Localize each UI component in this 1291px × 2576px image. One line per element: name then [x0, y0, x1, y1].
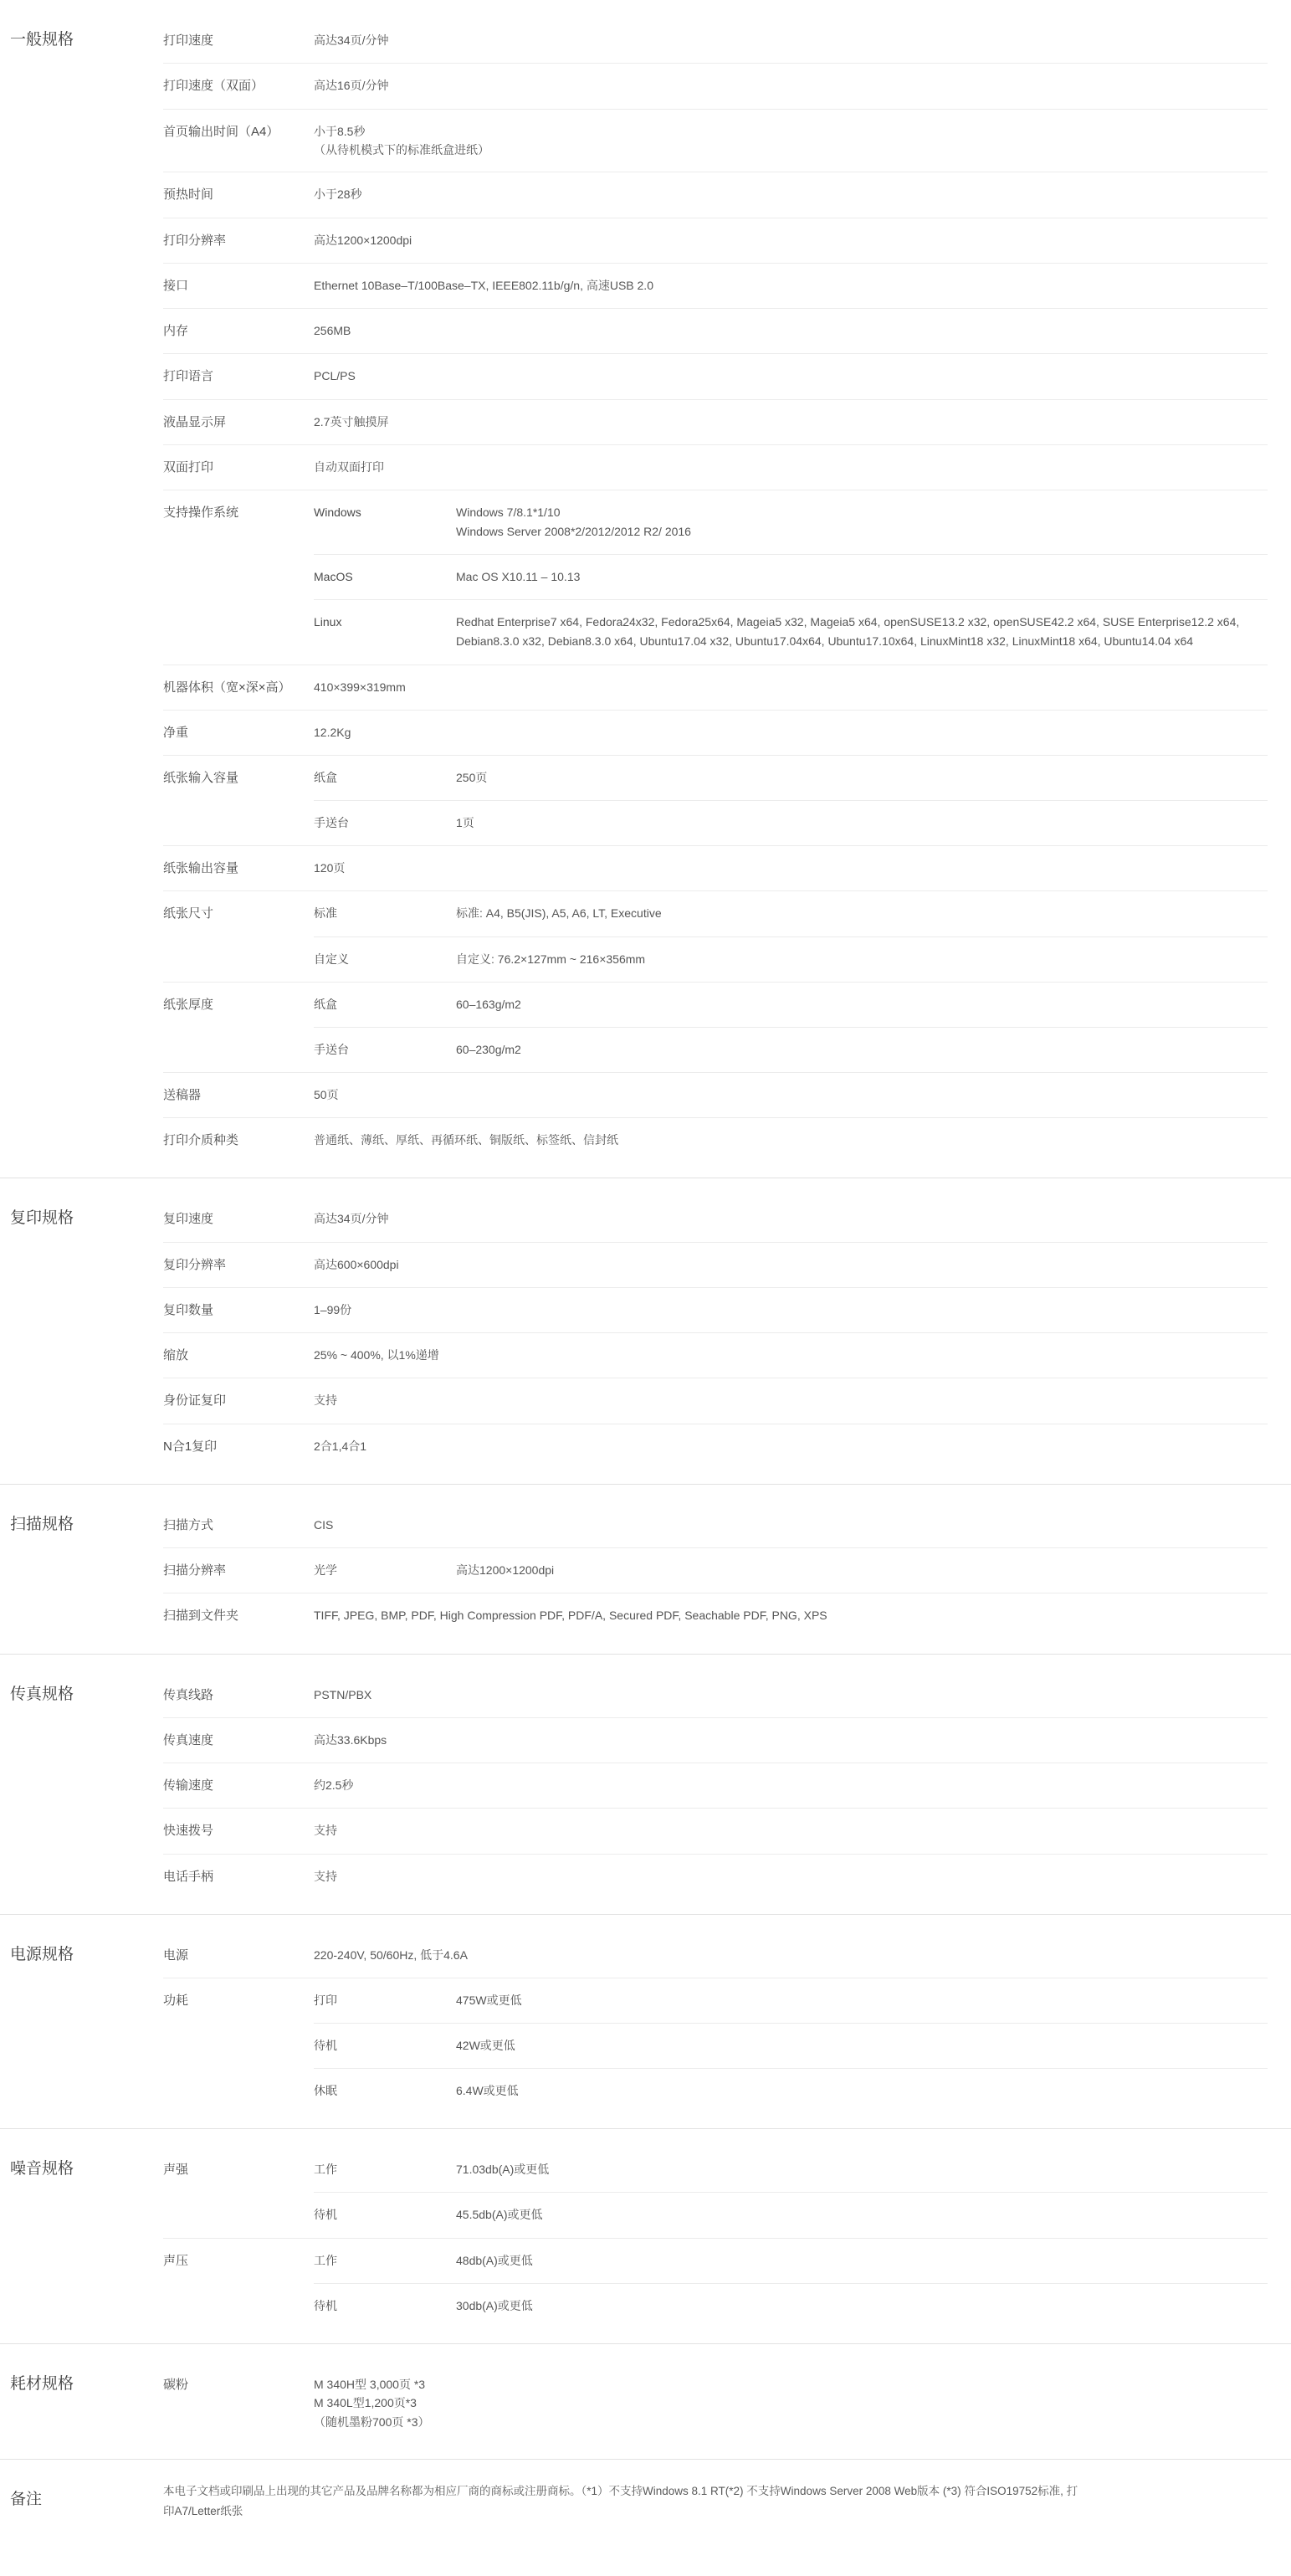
- spec-value-line: M 340L型1,200页*3: [314, 2396, 417, 2410]
- spec-subrow: [314, 600, 1268, 664]
- spec-sublabel: 手送台: [314, 816, 349, 830]
- spec-row: [163, 2363, 1268, 2444]
- spec-value: [314, 1933, 1268, 1977]
- spec-value: [314, 1424, 1268, 1468]
- spec-subrow: [314, 555, 1268, 600]
- spec-subtable: [314, 2148, 1268, 2237]
- spec-value: [314, 1763, 1268, 1807]
- spec-sublabel: MacOS: [314, 570, 353, 584]
- spec-subrow: [314, 1978, 1268, 2024]
- spec-row: [163, 172, 1268, 218]
- spec-row: [163, 309, 1268, 354]
- spec-row: [163, 1118, 1268, 1162]
- spec-subtable: [314, 756, 1268, 845]
- spec-value-line: 71.03db(A)或更低: [456, 2163, 550, 2177]
- spec-row-scan-resolution: [163, 1548, 1268, 1593]
- spec-row: [163, 846, 1268, 891]
- section-title: 扫描规格: [10, 1515, 74, 1533]
- spec-subvalue: [456, 937, 1268, 982]
- spec-value: [314, 1593, 1268, 1637]
- spec-label: 功耗: [163, 1994, 189, 2009]
- spec-subvalue: [456, 1978, 1268, 2023]
- spec-value-line: 自动双面打印: [314, 459, 384, 474]
- spec-subtable: [314, 891, 1268, 981]
- spec-value: [314, 64, 1268, 107]
- spec-row: [163, 1763, 1268, 1809]
- spec-label: 扫描方式: [163, 1517, 214, 1532]
- spec-subrow: [314, 983, 1268, 1028]
- spec-value-line: 48db(A)或更低: [456, 2253, 533, 2267]
- spec-subtable: [314, 2239, 1268, 2328]
- spec-sublabel: 手送台: [314, 1042, 349, 1056]
- spec-subtable: [314, 490, 1268, 664]
- spec-subtable: [314, 983, 1268, 1072]
- spec-value-line: 高达600×600dpi: [314, 1257, 399, 1271]
- spec-subrow: [314, 490, 1268, 555]
- spec-value-line: 自定义: 76.2×127mm ~ 216×356mm: [456, 952, 646, 966]
- spec-subvalue: [456, 490, 1268, 554]
- spec-value: [314, 665, 1268, 709]
- spec-label: 扫描到文件夹: [163, 1609, 239, 1624]
- spec-subrow: [314, 2024, 1268, 2069]
- spec-row: [163, 1073, 1268, 1118]
- spec-value: [314, 1718, 1268, 1762]
- spec-value: [314, 309, 1268, 352]
- spec-value-line: M 340H型 3,000页 *3: [314, 2377, 426, 2391]
- spec-value-line: 支持: [314, 1869, 337, 1883]
- spec-row: [163, 1197, 1268, 1242]
- spec-label: 身份证复印: [163, 1393, 227, 1409]
- spec-subvalue: [456, 2284, 1268, 2328]
- spec-subvalue: [456, 891, 1268, 936]
- spec-value: [314, 846, 1268, 890]
- section-body: [163, 2129, 1291, 2343]
- spec-sublabel: 待机: [314, 2039, 337, 2053]
- spec-subvalue: [456, 2148, 1268, 2192]
- spec-subrow: [314, 801, 1268, 845]
- spec-label: 纸张输出容量: [163, 861, 239, 876]
- spec-sublabel: 工作: [314, 2253, 337, 2267]
- spec-section-power: [0, 1914, 1291, 2129]
- spec-section-note: [0, 2459, 1291, 2543]
- spec-label: 纸张输入容量: [163, 771, 239, 785]
- spec-row: [163, 1288, 1268, 1333]
- spec-value-line: 410×399×319mm: [314, 680, 406, 694]
- spec-sublabel: 纸盒: [314, 997, 337, 1011]
- spec-value-line: 475W或更低: [456, 1994, 522, 2008]
- spec-row: [163, 1503, 1268, 1548]
- spec-label: 纸张厚度: [163, 997, 214, 1012]
- spec-row: [163, 1378, 1268, 1424]
- spec-row: [163, 1333, 1268, 1378]
- spec-label: 接口: [163, 278, 189, 293]
- spec-subvalue: [456, 2024, 1268, 2068]
- spec-label: 打印语言: [163, 369, 214, 384]
- spec-value-line: PCL/PS: [314, 369, 356, 383]
- spec-value: [314, 1073, 1268, 1116]
- spec-subrow: [314, 1028, 1268, 1072]
- section-title: 一般规格: [10, 31, 74, 49]
- spec-section-copy: [0, 1178, 1291, 1484]
- spec-value: [314, 218, 1268, 262]
- spec-label: 快速拨号: [163, 1824, 214, 1839]
- spec-label: 传真线路: [163, 1687, 214, 1702]
- spec-value-line: 高达16页/分钟: [314, 79, 389, 93]
- note-line: 本电子文档或印刷品上出现的其它产品及品牌名称都为相应厂商的商标或注册商标。（*1）不支持Windows 8.1 RT(*2) 不支持Windows Server 2008 Web版本 (*3) 符合ISO19752标准, 打: [163, 2484, 1078, 2497]
- spec-subtable: [314, 1548, 1268, 1593]
- spec-value-line: 普通纸、薄纸、厚纸、再循环纸、铜版纸、标签纸、信封纸: [314, 1133, 618, 1147]
- spec-subrow: [314, 756, 1268, 801]
- spec-row: [163, 665, 1268, 711]
- spec-label: 传输速度: [163, 1778, 214, 1793]
- spec-value-line: 50页: [314, 1087, 339, 1101]
- section-body: [163, 0, 1291, 1178]
- spec-row-sound-power: [163, 2148, 1268, 2238]
- section-body: [163, 1655, 1291, 1914]
- section-body: [163, 1485, 1291, 1654]
- spec-sublabel: 标准: [314, 906, 337, 921]
- spec-subrow: [314, 2193, 1268, 2237]
- spec-value: [314, 354, 1268, 398]
- spec-subvalue: [456, 2239, 1268, 2283]
- spec-label: N合1复印: [163, 1439, 218, 1454]
- spec-label: 液晶显示屏: [163, 414, 227, 429]
- spec-value-line: 120页: [314, 861, 346, 875]
- spec-subvalue: [456, 2193, 1268, 2237]
- spec-subvalue: [456, 600, 1268, 664]
- spec-value-line: Windows 7/8.1*1/10: [456, 505, 561, 520]
- spec-value-line: 220-240V, 50/60Hz, 低于4.6A: [314, 1947, 468, 1962]
- section-body: [163, 1178, 1291, 1484]
- spec-label: 净重: [163, 725, 189, 740]
- spec-label: 电源: [163, 1947, 189, 1963]
- spec-sublabel: 待机: [314, 2208, 337, 2222]
- spec-value: [314, 1118, 1268, 1162]
- spec-value: [314, 1197, 1268, 1240]
- spec-label: 打印速度（双面）: [163, 79, 264, 94]
- spec-value-line: 250页: [456, 771, 488, 784]
- spec-subvalue: [456, 756, 1268, 800]
- spec-value-line: 高达1200×1200dpi: [456, 1563, 555, 1578]
- spec-value-line: （从待机模式下的标准纸盒进纸）: [314, 142, 489, 157]
- spec-value: [314, 1333, 1268, 1377]
- spec-label: 纸张尺寸: [163, 906, 214, 921]
- spec-row: [163, 18, 1268, 64]
- spec-value-line: CIS: [314, 1517, 334, 1532]
- spec-label: 支持操作系统: [163, 505, 239, 521]
- spec-section-fax: [0, 1654, 1291, 1914]
- spec-row: [163, 1855, 1268, 1899]
- spec-section-general: [0, 0, 1291, 1178]
- spec-label: 首页输出时间（A4）: [163, 124, 279, 139]
- spec-value-line: 高达33.6Kbps: [314, 1732, 387, 1747]
- section-title: 复印规格: [10, 1209, 74, 1228]
- spec-value-line: TIFF, JPEG, BMP, PDF, High Compression PDF, PDF/A, Secured PDF, Seachable PDF, PNG, XPS: [314, 1609, 827, 1623]
- spec-value-line: 12.2Kg: [314, 725, 351, 739]
- spec-sublabel: Linux: [314, 615, 342, 629]
- spec-subrow: [314, 2148, 1268, 2193]
- spec-label: 复印数量: [163, 1302, 214, 1317]
- spec-label: 打印速度: [163, 33, 214, 48]
- spec-row-input-capacity: [163, 756, 1268, 846]
- spec-sublabel: 光学: [314, 1563, 337, 1578]
- section-title: 噪音规格: [10, 2160, 74, 2178]
- spec-value: [314, 18, 1268, 62]
- spec-row-os: [163, 490, 1268, 665]
- spec-sublabel: 工作: [314, 2163, 337, 2177]
- section-body: [163, 1915, 1291, 2129]
- spec-row: [163, 400, 1268, 445]
- spec-value: [314, 172, 1268, 216]
- spec-value: [314, 1855, 1268, 1898]
- spec-row: [163, 1718, 1268, 1763]
- note-line: 印A7/Letter纸张: [163, 2504, 243, 2517]
- spec-value-line: 2合1,4合1: [314, 1439, 367, 1453]
- spec-subrow: [314, 1548, 1268, 1593]
- spec-value-line: PSTN/PBX: [314, 1687, 372, 1701]
- spec-value-line: 高达34页/分钟: [314, 33, 389, 47]
- spec-row: [163, 354, 1268, 399]
- spec-value: [314, 1673, 1268, 1716]
- spec-label: 扫描分辨率: [163, 1563, 227, 1578]
- spec-value: [314, 1243, 1268, 1286]
- spec-sublabel: 打印: [314, 1994, 337, 2008]
- spec-value-line: 支持: [314, 1824, 337, 1838]
- spec-label: 打印介质种类: [163, 1133, 239, 1148]
- spec-sublabel: 休眠: [314, 2084, 337, 2098]
- spec-row: [163, 218, 1268, 264]
- spec-value: [314, 1288, 1268, 1332]
- spec-subrow: [314, 2069, 1268, 2113]
- spec-section-noise: [0, 2128, 1291, 2343]
- spec-label: 预热时间: [163, 187, 214, 203]
- section-title: 耗材规格: [10, 2374, 74, 2393]
- spec-section-consumables: [0, 2343, 1291, 2459]
- spec-row-power-consumption: [163, 1978, 1268, 2113]
- spec-subvalue: [456, 2069, 1268, 2113]
- spec-value-line: （随机墨粉700页 *3）: [314, 2414, 430, 2429]
- spec-value: [314, 445, 1268, 489]
- spec-value: [314, 1503, 1268, 1547]
- spec-label: 打印分辨率: [163, 233, 227, 248]
- spec-row: [163, 1673, 1268, 1718]
- spec-row: [163, 110, 1268, 173]
- spec-value-line: 42W或更低: [456, 2039, 515, 2053]
- spec-row-paper-size: [163, 891, 1268, 982]
- spec-value: [314, 264, 1268, 307]
- spec-value-line: 60–230g/m2: [456, 1042, 521, 1056]
- spec-value-line: 30db(A)或更低: [456, 2298, 533, 2312]
- spec-value-line: 2.7英寸触摸屏: [314, 414, 389, 428]
- spec-value-line: Redhat Enterprise7 x64, Fedora24x32, Fedora25x64, Mageia5 x32, Mageia5 x64, openSUSE13.2 x32, openSUSE42.2 x64, SUSE Enterprise12.2 x64, Debian8.3.0 x32, Debian8.3.0 x64, Ubuntu17.04 x32, Ubuntu17.04x64, Ubuntu17.10x64, LinuxMint18 x32, LinuxMint18 x64, Ubuntu14.04 x64: [456, 615, 1240, 649]
- spec-subvalue: [456, 1028, 1268, 1072]
- spec-value-line: 小于8.5秒: [314, 124, 366, 138]
- spec-row: [163, 1424, 1268, 1469]
- spec-value-line: 6.4W或更低: [456, 2084, 519, 2098]
- section-body: [163, 2344, 1291, 2459]
- spec-value: [314, 400, 1268, 444]
- spec-subrow: [314, 937, 1268, 982]
- note-text: [163, 2460, 1291, 2543]
- spec-label: 送稿器: [163, 1087, 202, 1102]
- spec-subvalue: [456, 1548, 1268, 1593]
- spec-value-line: 45.5db(A)或更低: [456, 2208, 543, 2222]
- spec-value-line: 1–99份: [314, 1302, 352, 1316]
- spec-label: 机器体积（宽×深×高）: [163, 680, 291, 695]
- spec-value-line: Windows Server 2008*2/2012/2012 R2/ 2016: [456, 525, 691, 539]
- spec-row: [163, 264, 1268, 309]
- spec-value: [314, 1378, 1268, 1422]
- spec-label: 碳粉: [163, 2377, 189, 2392]
- spec-row-paper-weight: [163, 983, 1268, 1073]
- section-title: 传真规格: [10, 1685, 74, 1703]
- spec-section-scan: [0, 1484, 1291, 1654]
- spec-row: [163, 1809, 1268, 1854]
- spec-row: [163, 1243, 1268, 1288]
- spec-row: [163, 1933, 1268, 1978]
- spec-label: 复印速度: [163, 1212, 214, 1227]
- spec-label: 内存: [163, 324, 189, 339]
- section-title: 备注: [10, 2490, 43, 2508]
- spec-subvalue: [456, 801, 1268, 845]
- spec-sublabel: 自定义: [314, 952, 349, 966]
- spec-value-line: 支持: [314, 1393, 337, 1408]
- spec-row: [163, 1593, 1268, 1638]
- spec-subtable: [314, 1978, 1268, 2113]
- spec-value-line: 高达34页/分钟: [314, 1212, 389, 1226]
- spec-sublabel: 待机: [314, 2298, 337, 2312]
- spec-subvalue: [456, 983, 1268, 1027]
- section-title: 电源规格: [10, 1945, 74, 1963]
- spec-label: 传真速度: [163, 1732, 214, 1747]
- spec-row: [163, 445, 1268, 490]
- spec-subrow: [314, 2284, 1268, 2328]
- spec-row: [163, 711, 1268, 756]
- spec-value: [314, 711, 1268, 754]
- spec-value: [314, 2363, 1268, 2444]
- spec-value: [314, 1809, 1268, 1852]
- spec-value-line: 60–163g/m2: [456, 997, 521, 1011]
- spec-value-line: 标准: A4, B5(JIS), A5, A6, LT, Executive: [456, 906, 662, 921]
- spec-label: 声压: [163, 2253, 189, 2268]
- spec-value-line: 25% ~ 400%, 以1%递增: [314, 1348, 439, 1362]
- spec-value: [314, 110, 1268, 172]
- spec-value-line: 1页: [456, 816, 474, 830]
- spec-sublabel: 纸盒: [314, 771, 337, 784]
- spec-value-line: 小于28秒: [314, 187, 362, 202]
- spec-sublabel: Windows: [314, 505, 361, 520]
- spec-label: 声强: [163, 2163, 189, 2178]
- spec-label: 双面打印: [163, 459, 214, 475]
- spec-row-sound-pressure: [163, 2239, 1268, 2328]
- spec-row: [163, 64, 1268, 109]
- spec-label: 缩放: [163, 1348, 189, 1363]
- spec-value-line: Mac OS X10.11 – 10.13: [456, 570, 581, 584]
- spec-subrow: [314, 2239, 1268, 2284]
- spec-value-line: 高达1200×1200dpi: [314, 233, 412, 247]
- spec-value-line: 约2.5秒: [314, 1778, 354, 1793]
- spec-label: 电话手柄: [163, 1869, 214, 1884]
- spec-label: 复印分辨率: [163, 1257, 227, 1272]
- spec-subvalue: [456, 555, 1268, 599]
- spec-value-line: Ethernet 10Base–T/100Base–TX, IEEE802.11b/g/n, 高速USB 2.0: [314, 278, 653, 292]
- spec-value-line: 256MB: [314, 324, 351, 338]
- spec-subrow: [314, 891, 1268, 936]
